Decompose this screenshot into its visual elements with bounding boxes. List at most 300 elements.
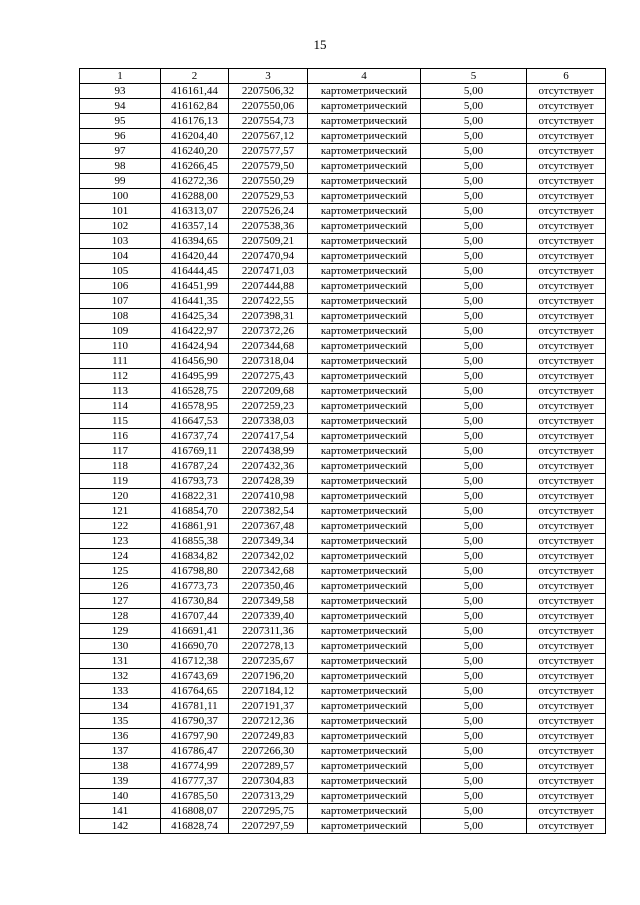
accuracy-cell: 5,00 [421, 594, 527, 609]
table-row [80, 669, 606, 684]
description-cell: отсутствует [527, 324, 606, 339]
column-header: 6 [527, 69, 606, 84]
accuracy-cell: 5,00 [421, 189, 527, 204]
method-cell: картометрический [308, 504, 421, 519]
table-row [80, 744, 606, 759]
description-cell: отсутствует [527, 609, 606, 624]
y-coordinate-cell: 2207344,68 [229, 339, 308, 354]
y-coordinate-cell: 2207367,48 [229, 519, 308, 534]
point-number-cell: 121 [80, 504, 161, 519]
x-coordinate-cell: 416790,37 [161, 714, 229, 729]
accuracy-cell: 5,00 [421, 234, 527, 249]
y-coordinate-cell: 2207471,03 [229, 264, 308, 279]
description-cell: отсутствует [527, 774, 606, 789]
point-number-cell: 123 [80, 534, 161, 549]
x-coordinate-cell: 416785,50 [161, 789, 229, 804]
point-number-cell: 104 [80, 249, 161, 264]
point-number-cell: 105 [80, 264, 161, 279]
point-number-cell: 101 [80, 204, 161, 219]
point-number-cell: 112 [80, 369, 161, 384]
x-coordinate-cell: 416797,90 [161, 729, 229, 744]
x-coordinate-cell: 416288,00 [161, 189, 229, 204]
x-coordinate-cell: 416495,99 [161, 369, 229, 384]
accuracy-cell: 5,00 [421, 174, 527, 189]
x-coordinate-cell: 416737,74 [161, 429, 229, 444]
point-number-cell: 130 [80, 639, 161, 654]
accuracy-cell: 5,00 [421, 489, 527, 504]
description-cell: отсутствует [527, 384, 606, 399]
point-number-cell: 93 [80, 84, 161, 99]
method-cell: картометрический [308, 189, 421, 204]
x-coordinate-cell: 416828,74 [161, 819, 229, 834]
table-row [80, 369, 606, 384]
point-number-cell: 116 [80, 429, 161, 444]
method-cell: картометрический [308, 579, 421, 594]
table-row [80, 294, 606, 309]
table-row [80, 789, 606, 804]
table-row [80, 714, 606, 729]
description-cell: отсутствует [527, 249, 606, 264]
table-row [80, 429, 606, 444]
x-coordinate-cell: 416691,41 [161, 624, 229, 639]
point-number-cell: 115 [80, 414, 161, 429]
y-coordinate-cell: 2207311,36 [229, 624, 308, 639]
method-cell: картометрический [308, 714, 421, 729]
x-coordinate-cell: 416528,75 [161, 384, 229, 399]
description-cell: отсутствует [527, 669, 606, 684]
accuracy-cell: 5,00 [421, 534, 527, 549]
table-row [80, 159, 606, 174]
x-coordinate-cell: 416854,70 [161, 504, 229, 519]
method-cell: картометрический [308, 444, 421, 459]
accuracy-cell: 5,00 [421, 744, 527, 759]
x-coordinate-cell: 416743,69 [161, 669, 229, 684]
method-cell: картометрический [308, 174, 421, 189]
description-cell: отсутствует [527, 474, 606, 489]
x-coordinate-cell: 416451,99 [161, 279, 229, 294]
description-cell: отсутствует [527, 534, 606, 549]
x-coordinate-cell: 416822,31 [161, 489, 229, 504]
method-cell: картометрический [308, 774, 421, 789]
accuracy-cell: 5,00 [421, 684, 527, 699]
accuracy-cell: 5,00 [421, 399, 527, 414]
method-cell: картометрический [308, 624, 421, 639]
point-number-cell: 106 [80, 279, 161, 294]
point-number-cell: 113 [80, 384, 161, 399]
table-row [80, 699, 606, 714]
method-cell: картометрический [308, 234, 421, 249]
point-number-cell: 111 [80, 354, 161, 369]
point-number-cell: 99 [80, 174, 161, 189]
y-coordinate-cell: 2207342,02 [229, 549, 308, 564]
table-row [80, 84, 606, 99]
method-cell: картометрический [308, 84, 421, 99]
accuracy-cell: 5,00 [421, 129, 527, 144]
table-row [80, 399, 606, 414]
x-coordinate-cell: 416578,95 [161, 399, 229, 414]
point-number-cell: 120 [80, 489, 161, 504]
y-coordinate-cell: 2207470,94 [229, 249, 308, 264]
accuracy-cell: 5,00 [421, 699, 527, 714]
x-coordinate-cell: 416798,80 [161, 564, 229, 579]
x-coordinate-cell: 416424,94 [161, 339, 229, 354]
description-cell: отсутствует [527, 504, 606, 519]
description-cell: отсутствует [527, 189, 606, 204]
accuracy-cell: 5,00 [421, 369, 527, 384]
accuracy-cell: 5,00 [421, 429, 527, 444]
accuracy-cell: 5,00 [421, 774, 527, 789]
y-coordinate-cell: 2207538,36 [229, 219, 308, 234]
y-coordinate-cell: 2207275,43 [229, 369, 308, 384]
description-cell: отсутствует [527, 639, 606, 654]
point-number-cell: 125 [80, 564, 161, 579]
table-row [80, 279, 606, 294]
x-coordinate-cell: 416647,53 [161, 414, 229, 429]
x-coordinate-cell: 416394,65 [161, 234, 229, 249]
y-coordinate-cell: 2207506,32 [229, 84, 308, 99]
y-coordinate-cell: 2207342,68 [229, 564, 308, 579]
method-cell: картометрический [308, 279, 421, 294]
y-coordinate-cell: 2207382,54 [229, 504, 308, 519]
table-row [80, 234, 606, 249]
method-cell: картометрический [308, 729, 421, 744]
table-row [80, 549, 606, 564]
point-number-cell: 124 [80, 549, 161, 564]
point-number-cell: 137 [80, 744, 161, 759]
y-coordinate-cell: 2207410,98 [229, 489, 308, 504]
method-cell: картометрический [308, 114, 421, 129]
accuracy-cell: 5,00 [421, 264, 527, 279]
y-coordinate-cell: 2207422,55 [229, 294, 308, 309]
method-cell: картометрический [308, 474, 421, 489]
column-header: 1 [80, 69, 161, 84]
method-cell: картометрический [308, 669, 421, 684]
method-cell: картометрический [308, 639, 421, 654]
y-coordinate-cell: 2207266,30 [229, 744, 308, 759]
point-number-cell: 128 [80, 609, 161, 624]
table-row [80, 144, 606, 159]
accuracy-cell: 5,00 [421, 714, 527, 729]
method-cell: картометрический [308, 309, 421, 324]
description-cell: отсутствует [527, 744, 606, 759]
point-number-cell: 127 [80, 594, 161, 609]
description-cell: отсутствует [527, 159, 606, 174]
x-coordinate-cell: 416787,24 [161, 459, 229, 474]
y-coordinate-cell: 2207212,36 [229, 714, 308, 729]
table-row [80, 819, 606, 834]
point-number-cell: 134 [80, 699, 161, 714]
table-row [80, 174, 606, 189]
accuracy-cell: 5,00 [421, 459, 527, 474]
description-cell: отсутствует [527, 99, 606, 114]
table-row [80, 654, 606, 669]
y-coordinate-cell: 2207297,59 [229, 819, 308, 834]
point-number-cell: 100 [80, 189, 161, 204]
description-cell: отсутствует [527, 84, 606, 99]
table-row [80, 249, 606, 264]
description-cell: отсутствует [527, 129, 606, 144]
method-cell: картометрический [308, 414, 421, 429]
description-cell: отсутствует [527, 564, 606, 579]
method-cell: картометрический [308, 684, 421, 699]
y-coordinate-cell: 2207444,88 [229, 279, 308, 294]
table-row [80, 129, 606, 144]
description-cell: отсутствует [527, 204, 606, 219]
x-coordinate-cell: 416793,73 [161, 474, 229, 489]
y-coordinate-cell: 2207577,57 [229, 144, 308, 159]
method-cell: картометрический [308, 249, 421, 264]
y-coordinate-cell: 2207567,12 [229, 129, 308, 144]
description-cell: отсутствует [527, 399, 606, 414]
method-cell: картометрический [308, 609, 421, 624]
y-coordinate-cell: 2207304,83 [229, 774, 308, 789]
y-coordinate-cell: 2207318,04 [229, 354, 308, 369]
method-cell: картометрический [308, 354, 421, 369]
description-cell: отсутствует [527, 714, 606, 729]
method-cell: картометрический [308, 819, 421, 834]
accuracy-cell: 5,00 [421, 639, 527, 654]
x-coordinate-cell: 416808,07 [161, 804, 229, 819]
y-coordinate-cell: 2207191,37 [229, 699, 308, 714]
x-coordinate-cell: 416781,11 [161, 699, 229, 714]
y-coordinate-cell: 2207278,13 [229, 639, 308, 654]
point-number-cell: 139 [80, 774, 161, 789]
x-coordinate-cell: 416764,65 [161, 684, 229, 699]
accuracy-cell: 5,00 [421, 279, 527, 294]
method-cell: картометрический [308, 324, 421, 339]
description-cell: отсутствует [527, 264, 606, 279]
accuracy-cell: 5,00 [421, 384, 527, 399]
y-coordinate-cell: 2207196,20 [229, 669, 308, 684]
y-coordinate-cell: 2207550,06 [229, 99, 308, 114]
table-body [80, 84, 606, 834]
method-cell: картометрический [308, 519, 421, 534]
x-coordinate-cell: 416204,40 [161, 129, 229, 144]
accuracy-cell: 5,00 [421, 354, 527, 369]
accuracy-cell: 5,00 [421, 159, 527, 174]
y-coordinate-cell: 2207289,57 [229, 759, 308, 774]
accuracy-cell: 5,00 [421, 564, 527, 579]
x-coordinate-cell: 416266,45 [161, 159, 229, 174]
description-cell: отсутствует [527, 549, 606, 564]
y-coordinate-cell: 2207550,29 [229, 174, 308, 189]
accuracy-cell: 5,00 [421, 204, 527, 219]
x-coordinate-cell: 416240,20 [161, 144, 229, 159]
description-cell: отсутствует [527, 699, 606, 714]
method-cell: картометрический [308, 804, 421, 819]
column-header: 2 [161, 69, 229, 84]
point-number-cell: 108 [80, 309, 161, 324]
table-row [80, 99, 606, 114]
column-header: 5 [421, 69, 527, 84]
method-cell: картометрический [308, 534, 421, 549]
method-cell: картометрический [308, 384, 421, 399]
accuracy-cell: 5,00 [421, 99, 527, 114]
accuracy-cell: 5,00 [421, 729, 527, 744]
y-coordinate-cell: 2207313,29 [229, 789, 308, 804]
description-cell: отсутствует [527, 804, 606, 819]
y-coordinate-cell: 2207339,40 [229, 609, 308, 624]
accuracy-cell: 5,00 [421, 114, 527, 129]
accuracy-cell: 5,00 [421, 444, 527, 459]
description-cell: отсутствует [527, 309, 606, 324]
x-coordinate-cell: 416313,07 [161, 204, 229, 219]
method-cell: картометрический [308, 789, 421, 804]
accuracy-cell: 5,00 [421, 624, 527, 639]
point-number-cell: 136 [80, 729, 161, 744]
column-header: 3 [229, 69, 308, 84]
description-cell: отсутствует [527, 489, 606, 504]
method-cell: картометрический [308, 549, 421, 564]
description-cell: отсутствует [527, 654, 606, 669]
table-row [80, 804, 606, 819]
table-row [80, 519, 606, 534]
y-coordinate-cell: 2207428,39 [229, 474, 308, 489]
point-number-cell: 131 [80, 654, 161, 669]
y-coordinate-cell: 2207338,03 [229, 414, 308, 429]
y-coordinate-cell: 2207398,31 [229, 309, 308, 324]
x-coordinate-cell: 416272,36 [161, 174, 229, 189]
accuracy-cell: 5,00 [421, 309, 527, 324]
method-cell: картометрический [308, 564, 421, 579]
method-cell: картометрический [308, 399, 421, 414]
y-coordinate-cell: 2207249,83 [229, 729, 308, 744]
description-cell: отсутствует [527, 294, 606, 309]
accuracy-cell: 5,00 [421, 474, 527, 489]
point-number-cell: 135 [80, 714, 161, 729]
y-coordinate-cell: 2207579,50 [229, 159, 308, 174]
method-cell: картометрический [308, 759, 421, 774]
x-coordinate-cell: 416425,34 [161, 309, 229, 324]
x-coordinate-cell: 416777,37 [161, 774, 229, 789]
method-cell: картометрический [308, 744, 421, 759]
method-cell: картометрический [308, 99, 421, 114]
y-coordinate-cell: 2207235,67 [229, 654, 308, 669]
accuracy-cell: 5,00 [421, 219, 527, 234]
table-row [80, 444, 606, 459]
point-number-cell: 132 [80, 669, 161, 684]
x-coordinate-cell: 416420,44 [161, 249, 229, 264]
y-coordinate-cell: 2207526,24 [229, 204, 308, 219]
method-cell: картометрический [308, 294, 421, 309]
x-coordinate-cell: 416690,70 [161, 639, 229, 654]
table-row [80, 264, 606, 279]
y-coordinate-cell: 2207350,46 [229, 579, 308, 594]
table-row [80, 489, 606, 504]
accuracy-cell: 5,00 [421, 609, 527, 624]
x-coordinate-cell: 416161,44 [161, 84, 229, 99]
description-cell: отсутствует [527, 429, 606, 444]
table-row [80, 759, 606, 774]
point-number-cell: 96 [80, 129, 161, 144]
table-row [80, 339, 606, 354]
y-coordinate-cell: 2207349,58 [229, 594, 308, 609]
accuracy-cell: 5,00 [421, 759, 527, 774]
method-cell: картометрический [308, 459, 421, 474]
method-cell: картометрический [308, 339, 421, 354]
description-cell: отсутствует [527, 114, 606, 129]
table-row [80, 114, 606, 129]
accuracy-cell: 5,00 [421, 789, 527, 804]
table-row [80, 639, 606, 654]
description-cell: отсутствует [527, 414, 606, 429]
accuracy-cell: 5,00 [421, 294, 527, 309]
table-row [80, 609, 606, 624]
x-coordinate-cell: 416162,84 [161, 99, 229, 114]
y-coordinate-cell: 2207554,73 [229, 114, 308, 129]
point-number-cell: 141 [80, 804, 161, 819]
method-cell: картометрический [308, 144, 421, 159]
point-number-cell: 119 [80, 474, 161, 489]
accuracy-cell: 5,00 [421, 804, 527, 819]
point-number-cell: 118 [80, 459, 161, 474]
table-row [80, 324, 606, 339]
description-cell: отсутствует [527, 234, 606, 249]
table-row [80, 624, 606, 639]
table-row [80, 204, 606, 219]
x-coordinate-cell: 416444,45 [161, 264, 229, 279]
accuracy-cell: 5,00 [421, 519, 527, 534]
accuracy-cell: 5,00 [421, 819, 527, 834]
table-row [80, 684, 606, 699]
accuracy-cell: 5,00 [421, 579, 527, 594]
table-header-row [80, 69, 606, 84]
point-number-cell: 140 [80, 789, 161, 804]
x-coordinate-cell: 416712,38 [161, 654, 229, 669]
method-cell: картометрический [308, 429, 421, 444]
point-number-cell: 103 [80, 234, 161, 249]
y-coordinate-cell: 2207509,21 [229, 234, 308, 249]
description-cell: отсутствует [527, 789, 606, 804]
point-number-cell: 133 [80, 684, 161, 699]
table-row [80, 384, 606, 399]
point-number-cell: 102 [80, 219, 161, 234]
y-coordinate-cell: 2207349,34 [229, 534, 308, 549]
table-row [80, 474, 606, 489]
method-cell: картометрический [308, 654, 421, 669]
x-coordinate-cell: 416834,82 [161, 549, 229, 564]
point-number-cell: 117 [80, 444, 161, 459]
point-number-cell: 110 [80, 339, 161, 354]
method-cell: картометрический [308, 264, 421, 279]
table-row [80, 414, 606, 429]
description-cell: отсутствует [527, 459, 606, 474]
method-cell: картометрический [308, 159, 421, 174]
x-coordinate-cell: 416422,97 [161, 324, 229, 339]
x-coordinate-cell: 416774,99 [161, 759, 229, 774]
table-row [80, 774, 606, 789]
method-cell: картометрический [308, 204, 421, 219]
table-row [80, 219, 606, 234]
description-cell: отсутствует [527, 594, 606, 609]
accuracy-cell: 5,00 [421, 654, 527, 669]
description-cell: отсутствует [527, 684, 606, 699]
point-number-cell: 95 [80, 114, 161, 129]
point-number-cell: 98 [80, 159, 161, 174]
table-row [80, 564, 606, 579]
description-cell: отсутствует [527, 624, 606, 639]
description-cell: отсутствует [527, 729, 606, 744]
accuracy-cell: 5,00 [421, 324, 527, 339]
x-coordinate-cell: 416855,38 [161, 534, 229, 549]
x-coordinate-cell: 416773,73 [161, 579, 229, 594]
description-cell: отсутствует [527, 339, 606, 354]
y-coordinate-cell: 2207295,75 [229, 804, 308, 819]
table-row [80, 459, 606, 474]
y-coordinate-cell: 2207184,12 [229, 684, 308, 699]
accuracy-cell: 5,00 [421, 414, 527, 429]
description-cell: отсутствует [527, 174, 606, 189]
